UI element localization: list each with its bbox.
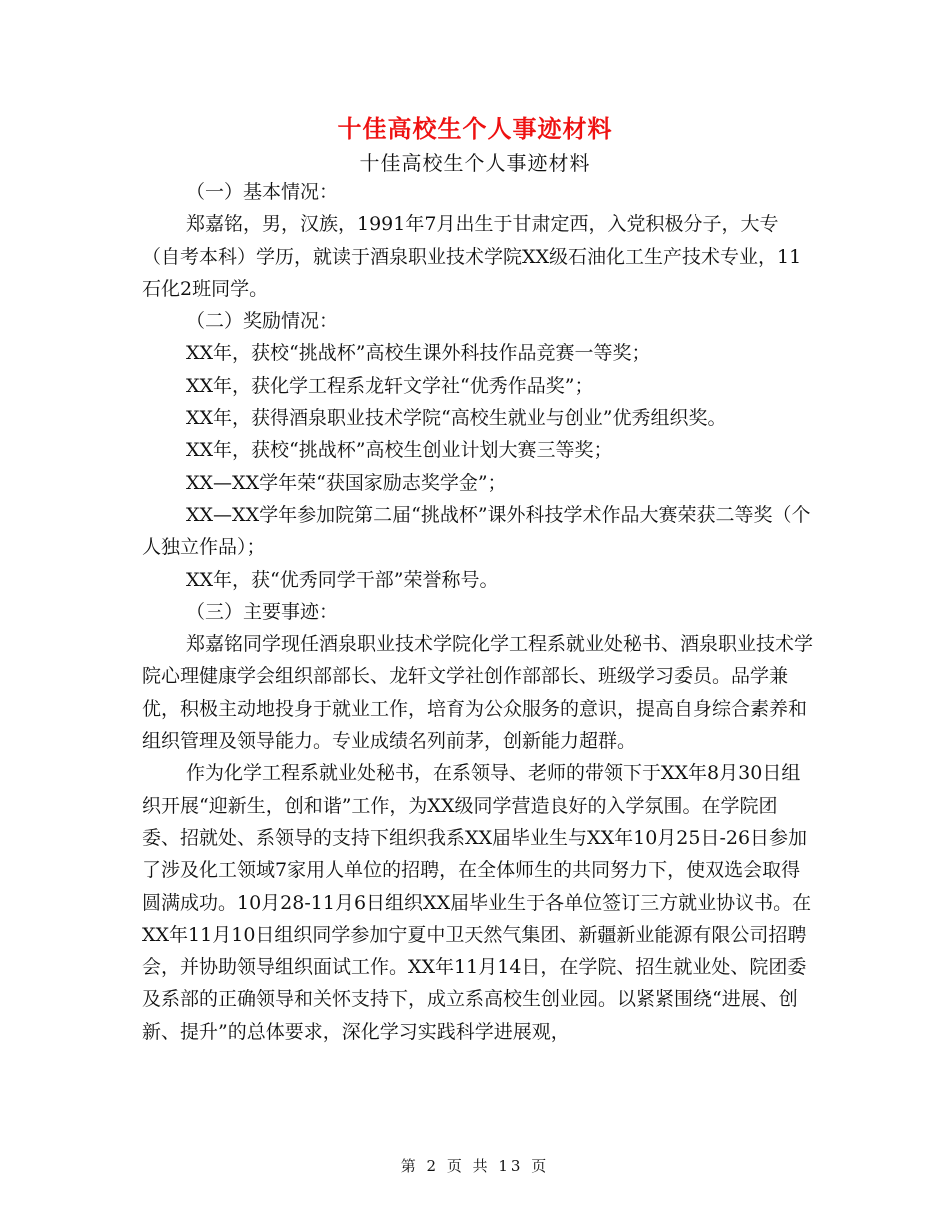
award-item: XX年，获“优秀同学干部”荣誉称号。 <box>186 568 499 591</box>
section-heading-basic-info: （一）基本情况： <box>186 181 339 203</box>
section-heading-main-deeds: （三）主要事迹： <box>186 600 339 623</box>
award-item: XX年，获得酒泉职业技术学院“高校生就业与创业”优秀组织奖。 <box>186 407 727 430</box>
award-item: XX年，获化学工程系龙轩文学社“优秀作品奖”； <box>186 374 594 397</box>
main-deeds-paragraph: 作为化学工程系就业处秘书，在系领导、老师的带领下于XX年8月30日组织开展“迎新生，创和谐”工作，为XX级同学营造良好的入学氛围。在学院团委、招就处、系领导的支持下组织我系XX届毕业生与XX年10月25日-26日参加了涉及化工领域7家用人单位的招聘，在全体师生的共同努力下，使双选会取得圆满成功。10月28-11月6日组织XX届毕业生于各单位签订三方就业协议书。在XX年11月10日组织同学参加宁夏中卫天然气集团、新疆新业能源有限公司招聘会，并协助领导组织面试工作。XX年11月14日，在学院、招生就业处、院团委及系部的正确领导和关怀支持下，成立系高校生创业园。以紧紧围绕“进展、创新、提升”的总体要求，深化学习实践科学进展观， <box>142 762 812 1043</box>
document-subtitle: 十佳高校生个人事迹材料 <box>359 151 591 175</box>
document-title: 十佳高校生个人事迹材料 <box>337 114 613 143</box>
award-item: XX—XX学年参加院第二届“挑战杯”课外科技学术作品大赛荣获二等奖（个人独立作品）； <box>142 503 811 559</box>
main-deeds-paragraph: 郑嘉铭同学现任酒泉职业技术学院化学工程系就业处秘书、酒泉职业技术学院心理健康学会组织部部长、龙轩文学社创作部部长、班级学习委员。品学兼优，积极主动地投身于就业工作，培育为公众服务的意识，提高自身综合素养和组织管理及领导能力。专业成绩名列前茅，创新能力超群。 <box>142 633 814 753</box>
basic-info-paragraph: 郑嘉铭，男，汉族，1991年7月出生于甘肃定西，入党积极分子，大专（自考本科）学历，就读于酒泉职业技术学院XX级石油化工生产技术专业，11石化2班同学。 <box>142 213 802 300</box>
award-item: XX—XX学年荣“获国家励志奖学金”； <box>186 471 507 494</box>
page-footer: 第 2 页 共 13 页 <box>400 1157 550 1175</box>
award-item: XX年，获校“挑战杯”高校生创业计划大赛三等奖； <box>186 439 613 462</box>
award-item: XX年，获校“挑战杯”高校生课外科技作品竞赛一等奖； <box>186 342 651 365</box>
document-body <box>142 176 814 1048</box>
section-heading-awards: （二）奖励情况： <box>186 310 339 333</box>
